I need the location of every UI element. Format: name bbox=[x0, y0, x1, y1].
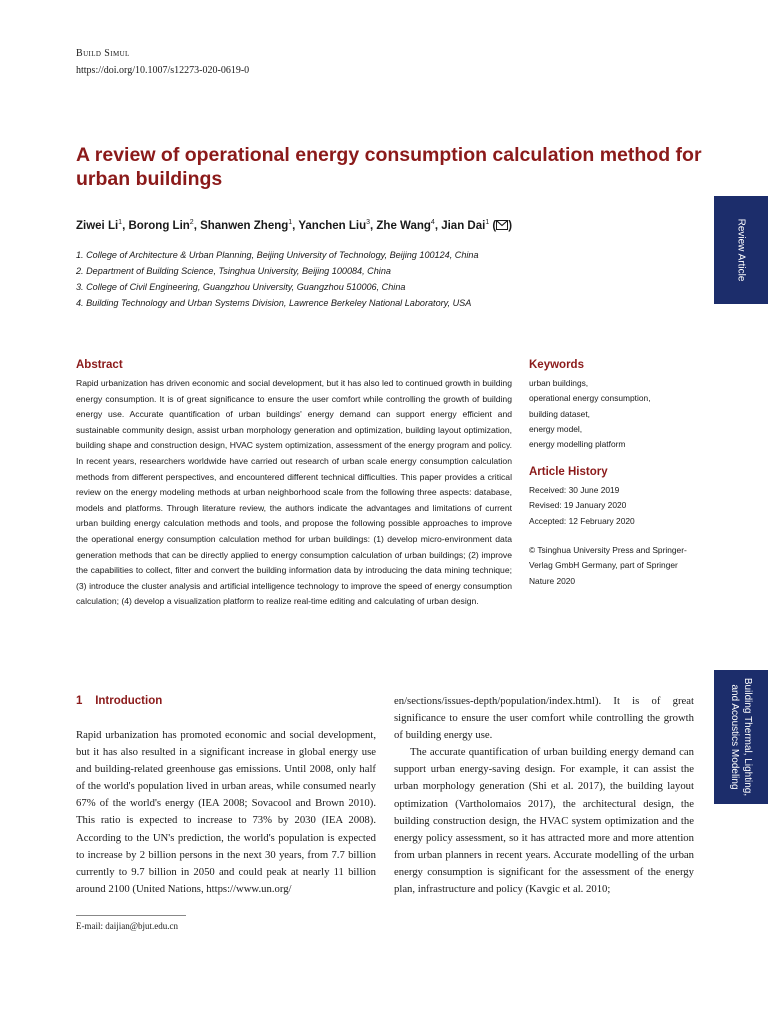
affiliation: 2. Department of Building Science, Tsinghua University, Beijing 100084, China bbox=[76, 266, 391, 276]
journal-name: Build Simul bbox=[76, 48, 130, 59]
intro-left-column bbox=[76, 727, 376, 898]
article-history-list bbox=[529, 483, 699, 529]
article-history-heading: Article History bbox=[529, 466, 608, 478]
history-item: Revised: 19 January 2020 bbox=[529, 500, 627, 511]
author-name: Ziwei Li bbox=[76, 219, 119, 232]
affiliation: 3. College of Civil Engineering, Guangzhou University, Guangzhou 510006, China bbox=[76, 282, 406, 292]
keyword-item: urban buildings, bbox=[529, 378, 589, 388]
history-item: Accepted: 12 February 2020 bbox=[529, 515, 635, 526]
abstract-heading: Abstract bbox=[76, 359, 123, 371]
author-name: Shanwen Zheng bbox=[200, 219, 289, 232]
author-name: Yanchen Liu bbox=[298, 219, 367, 232]
paragraph: en/sections/issues-depth/population/index.html). It is of great significance to ensure the user comfort while controlling the growth of building energy use. bbox=[394, 695, 694, 742]
author-list: Ziwei Li$^1$, Borong Lin$^2$, Shanwen Zheng$^1$, Yanchen Liu$^3$, Zhe Wang$^4$, Jian Dai$^1$ ( ) bbox=[76, 219, 513, 232]
copyright-notice: © Tsinghua University Press and Springer-Verlag GmbH Germany, part of Springer Nature 2020 bbox=[529, 545, 687, 586]
envelope-icon[interactable] bbox=[496, 220, 508, 230]
keyword-item: operational energy consumption, bbox=[529, 393, 651, 404]
paper-title: A review of operational energy consumption calculation method for urban buildings bbox=[76, 144, 702, 190]
affiliation: 1. College of Architecture & Urban Planning, Beijing University of Technology, Beijing 100124, China bbox=[76, 250, 479, 260]
author-name: Borong Lin bbox=[128, 219, 190, 232]
author-name: Jian Dai bbox=[441, 219, 486, 232]
history-item: Received: 30 June 2019 bbox=[529, 485, 620, 495]
keyword-item: energy modelling platform bbox=[529, 439, 626, 450]
corresponding-email[interactable]: E-mail: daijian@bjut.edu.cn bbox=[76, 921, 179, 931]
author-name: Zhe Wang bbox=[376, 219, 431, 232]
subject-category-tab bbox=[714, 670, 768, 804]
keywords-list bbox=[529, 376, 699, 452]
affiliation: 4. Building Technology and Urban Systems Division, Lawrence Berkeley National Laboratory, USA bbox=[76, 298, 472, 308]
paragraph: Rapid urbanization has promoted economic and social development, but it has also resulted in a significant increase in global energy use and building-related greenhouse gas emissions. Until 2008, only half of the world's population lived in urban areas, while consumed nearly 67% of the world's energy (IEA 2008; Sovacool and Brown 2010). This ratio is expected to increase to 73% by 2030 (IEA 2008). According to the UN's prediction, the world's population is expected to increase by 2 billion persons in the next 30 years, from 7.7 billion currently to 9.7 billion in 2050 and could peak at nearly 11 billion around 2100 (United Nations, https://www.un.org/ bbox=[76, 729, 376, 895]
keywords-heading: Keywords bbox=[529, 359, 584, 371]
footnote-rule bbox=[76, 915, 186, 916]
article-type-label: Review Article bbox=[735, 218, 747, 282]
doi-link[interactable]: https://doi.org/10.1007/s12273-020-0619-0 bbox=[76, 65, 250, 76]
keyword-item: building dataset, bbox=[529, 408, 590, 419]
subject-category-label: Building Thermal, Lighting, and Acoustics Modeling bbox=[729, 677, 753, 797]
keyword-item: energy model, bbox=[529, 423, 583, 434]
abstract-text: Rapid urbanization has driven economic and social development, but it has also led to continued growth in building energy consumption. It is of great significance to ensure the user comfort while controlling the growth of building energy use. Accurate quantification of urban buildings' energy demand can support energy efficient and sustainable community design, assist urban morphology generation and optimization, building layout optimization, building shape and construction design, HVAC system optimization, assessment of the energy program and policy. In recent years, researchers worldwide have carried out research of urban scale energy consumption calculation methods from different perspectives, and encountered different technical difficulties. This paper provides a critical review on the energy modeling methods at urban neighborhood scale from the following three aspects: database, models and platforms. Through literature review, the authors indicate the advantages and limitations of current urban building energy calculation methods and tools, and propose the following possible approaches to improve the operational energy consumption calculation method for urban buildings: (1) develop micro-environment data generation methods that can be directly applied to energy consumption calculation of urban buildings; (2) improve the capabilities to collect, filter and convert the building information data by introducing the data mining technique; (3) introduce the cluster analysis and artificial intelligence technology to improve the speed of energy consumption calculation; (4) develop a visualization platform to realize real-time editing and calculating of urban design. bbox=[76, 378, 512, 607]
section-heading-introduction: 1 Introduction bbox=[76, 695, 163, 707]
intro-right-column bbox=[394, 693, 694, 898]
paragraph: The accurate quantification of urban building energy demand can support urban energy-saving design. For example, it can assist the urban morphology generation (Shi et al. 2017), the building layout optimization (Vartholomaios 2017), the architectural design, the building construction design, the HVAC system optimization and the energy policy assessment, so it has attracted more and more attention from urban planners in recent years. Accurate modelling of the urban energy consumption is significant for the assessment of the energy plan, infrastructure and policy (Kavgic et al. 2010; bbox=[394, 746, 694, 896]
article-type-tab bbox=[714, 196, 768, 304]
